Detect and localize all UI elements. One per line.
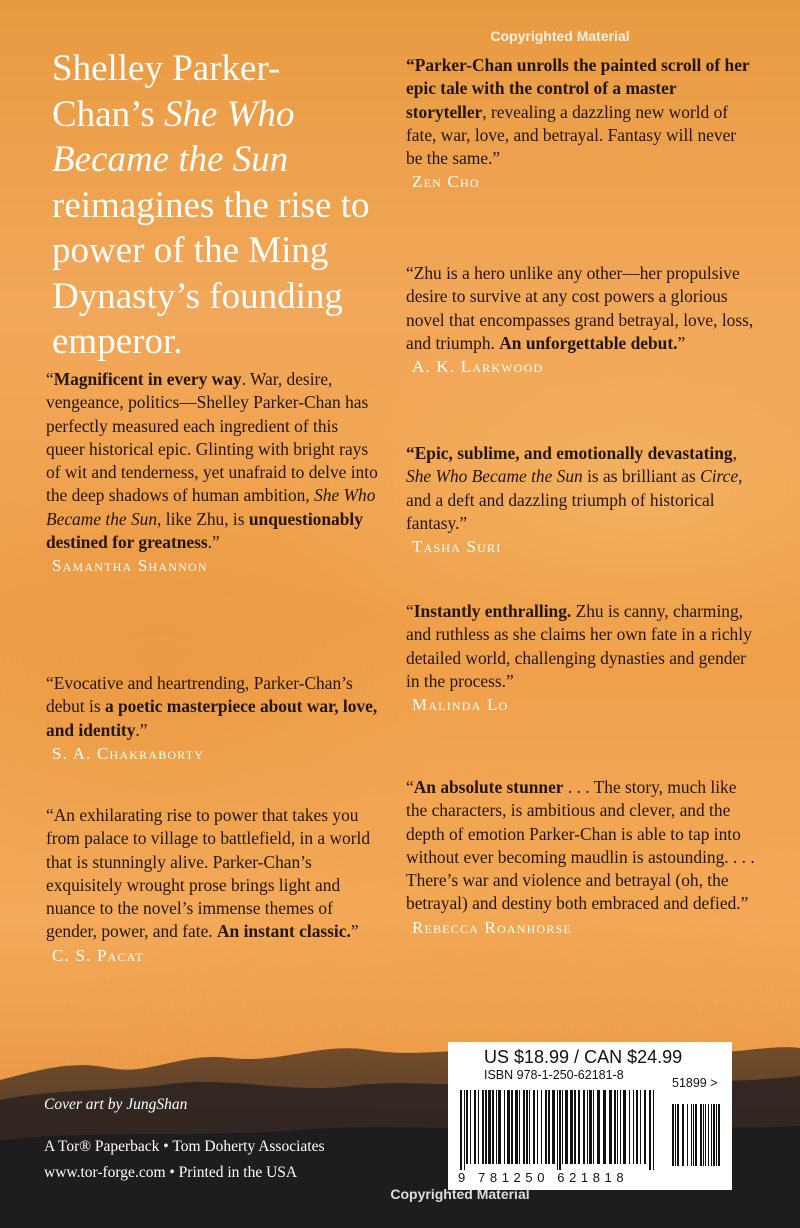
price-label: US $18.99 / CAN $24.99 (484, 1047, 683, 1067)
barcode-bar (675, 1104, 676, 1166)
barcode-bar (557, 1090, 558, 1170)
quote-text: , revealing a dazzling new world of fate, war, love, and betrayal. Fantasy will never be the same.” (406, 101, 737, 169)
quote-text: and a deft and dazzling triumph of historical fantasy.” (406, 489, 715, 533)
barcode-bar (609, 1090, 612, 1164)
quote-text: . . . The story, much like the characters, is ambitious and clever, and the depth of emotion Parker-Chan is able to tap into without ever becoming maudlin is astounding. . . . There’s war and violence and betrayal (oh, the betrayal) and destiny both embraced and defied.” (406, 777, 755, 914)
quote-text: “Epic, sublime, and emotionally devastating (406, 443, 733, 463)
barcode-bar (653, 1090, 654, 1170)
barcode-bar (492, 1090, 494, 1164)
barcode-bar (716, 1104, 717, 1166)
barcode-bar (533, 1090, 535, 1164)
quote-text: like Zhu, is (161, 508, 249, 529)
barcode-bar (565, 1090, 568, 1164)
barcode-bar (583, 1090, 585, 1164)
quote-attribution: A. K. Larkwood (412, 357, 544, 377)
barcode-bar (620, 1090, 621, 1164)
barcode-bar (623, 1090, 626, 1164)
barcode-bar (644, 1090, 646, 1164)
quote-text: An absolute stunner (413, 777, 564, 797)
blurb-quote (406, 442, 756, 558)
quote-attribution: Rebecca Roanhorse (412, 917, 573, 937)
blurb-quote (46, 672, 381, 765)
quote-text: .” (207, 532, 220, 553)
barcode-bar (597, 1090, 600, 1164)
barcode-bar (708, 1104, 709, 1166)
barcode-bar (496, 1090, 497, 1164)
quote-text: An instant classic. (217, 921, 351, 942)
barcode-bar (552, 1090, 555, 1164)
quote-text: a poetic masterpiece about war, love, and identity (46, 696, 378, 740)
blurb-quote (46, 804, 381, 967)
quote-attribution: Malinda Lo (412, 695, 509, 715)
quote-text: .” (135, 719, 148, 740)
barcode-bar (507, 1090, 510, 1164)
barcode-bar (519, 1090, 520, 1164)
quote-text: . War, desire, vengeance, politics—Shelley Parker-Chan has perfectly measured each ingredient of this queer historical epic. Glinting with bright rays of wit and tenderness, yet unafraid to delve into the deep shadows of human ambition, (46, 369, 378, 506)
barcode-bar (464, 1090, 465, 1170)
barcode-bar (570, 1090, 573, 1164)
barcode-bar (498, 1090, 501, 1164)
barcode-bar (548, 1090, 550, 1164)
blurb-quote (406, 262, 756, 378)
barcode-bar (687, 1104, 688, 1166)
quote-text: “Zhu is a hero unlike any other—her propulsive desire to survive at any cost powers a glorious novel that encompasses grand betrayal, love, loss, and triumph. (406, 263, 754, 353)
barcode-bar (559, 1090, 561, 1170)
quote-text: unquestionably destined for greatness (46, 508, 363, 553)
isbn-label: ISBN 978-1-250-62181-8 (484, 1068, 624, 1082)
quote-text: “An exhilarating rise to power that takes you from palace to village to battlefield, in a world that is stunningly alive. Parker-Chan’s exquisitely wrought prose brings light and nuance to the novel’s immense themes of gender, power, and fate. (46, 805, 371, 942)
quote-text: She Who Became the Sun (406, 466, 583, 487)
barcode-bar (466, 1090, 468, 1164)
quote-text: Magnificent in every way (53, 369, 242, 389)
barcode-bar (649, 1090, 651, 1170)
quote-text: Circe, (700, 466, 743, 487)
barcode-bar (460, 1090, 462, 1170)
headline-line2: reimagines the rise to power of the Ming Dynasty’s founding emperor. (52, 184, 370, 362)
barcode-bar (545, 1090, 547, 1164)
barcode-icon (458, 1090, 722, 1170)
barcode-bar (537, 1090, 538, 1164)
barcode-bar (470, 1090, 471, 1164)
barcode-bar (695, 1104, 697, 1166)
barcode-bar (633, 1090, 634, 1164)
blurb-quote (46, 368, 381, 578)
quote-text: “ (46, 369, 54, 389)
barcode-bar (636, 1090, 638, 1164)
barcode-bar (526, 1090, 528, 1164)
watermark-top: Copyrighted Material (490, 28, 630, 44)
barcode-bar (640, 1090, 641, 1164)
barcode-addon-digits: 51899 > (672, 1076, 718, 1090)
barcode-bar (574, 1090, 576, 1164)
barcode-bar (515, 1090, 518, 1164)
barcode-panel (448, 1042, 732, 1190)
blurb-quote (406, 54, 756, 194)
barcode-bar (478, 1090, 479, 1164)
barcode-bar (672, 1104, 674, 1166)
barcode-bar (677, 1104, 679, 1166)
quote-attribution: Samantha Shannon (52, 556, 208, 576)
barcode-bar (474, 1090, 476, 1164)
quote-attribution: S. A. Chakraborty (52, 743, 205, 763)
barcode-bar (617, 1090, 618, 1164)
publisher-line: A Tor® Paperback • Tom Doherty Associates (44, 1138, 325, 1155)
quote-attribution: Tasha Suri (412, 537, 502, 557)
barcode-bar (693, 1104, 694, 1166)
quote-attribution: C. S. Pacat (52, 945, 144, 965)
watermark-bottom: Copyrighted Material (390, 1186, 530, 1202)
ean-digits: 9 781250 621818 (458, 1170, 629, 1185)
headline-line1: Shelley Parker-Chan’s (52, 48, 281, 135)
quote-text: ” (350, 921, 359, 942)
barcode-bar (578, 1090, 580, 1164)
barcode-bar (488, 1090, 491, 1164)
barcode-bar (511, 1090, 513, 1164)
quote-text: “ (406, 601, 414, 621)
headline (52, 46, 382, 365)
barcode-bar (713, 1104, 715, 1166)
quote-text: is as brilliant as (582, 466, 701, 487)
cover-art-credit: Cover art by JungShan (44, 1096, 188, 1113)
quote-text: Zhu is canny, charming, and ruthless as she claims her own fate in a richly detailed world, challenging dynasties and gender in the process.” (406, 601, 752, 691)
barcode-bar (705, 1104, 706, 1166)
headline-book-title: She Who Became the Sun (52, 93, 295, 180)
barcode-bar (614, 1090, 616, 1164)
website-line: www.tor-forge.com • Printed in the USA (44, 1164, 298, 1181)
barcode-bar (485, 1090, 487, 1164)
barcode-bar (593, 1090, 594, 1164)
barcode-bar (703, 1104, 704, 1166)
barcode-bar (562, 1090, 563, 1164)
barcode-bar (629, 1090, 630, 1164)
barcode-bar (682, 1104, 684, 1166)
barcode-bar (603, 1090, 606, 1164)
barcode-bar (691, 1104, 692, 1166)
barcode-bar (718, 1104, 720, 1166)
barcode-bar (587, 1090, 588, 1164)
barcode-bar (711, 1104, 712, 1166)
barcode-bar (589, 1090, 592, 1164)
barcode-bar (529, 1090, 530, 1164)
quote-text: “Evocative and heartrending, Parker-Chan’s debut is (46, 673, 353, 717)
quote-text: Instantly enthralling. (413, 601, 572, 621)
barcode-bar (700, 1104, 702, 1166)
quote-text: “ (406, 777, 414, 797)
blurb-quote (406, 600, 756, 716)
quote-text: An unforgettable debut. (499, 332, 678, 353)
quote-text: She Who Became the Sun, (46, 485, 376, 529)
barcode-bar (523, 1090, 525, 1164)
blurb-quote (406, 776, 756, 939)
quote-text: “Parker-Chan unrolls the painted scroll of her epic tale with the control of a master storyteller (406, 55, 750, 122)
quote-text: ” (677, 332, 686, 353)
barcode-bar (541, 1090, 542, 1164)
quote-text: , (732, 443, 737, 463)
barcode-bar (504, 1090, 505, 1164)
barcode-bar (482, 1090, 484, 1164)
quote-attribution: Zen Cho (412, 172, 480, 192)
